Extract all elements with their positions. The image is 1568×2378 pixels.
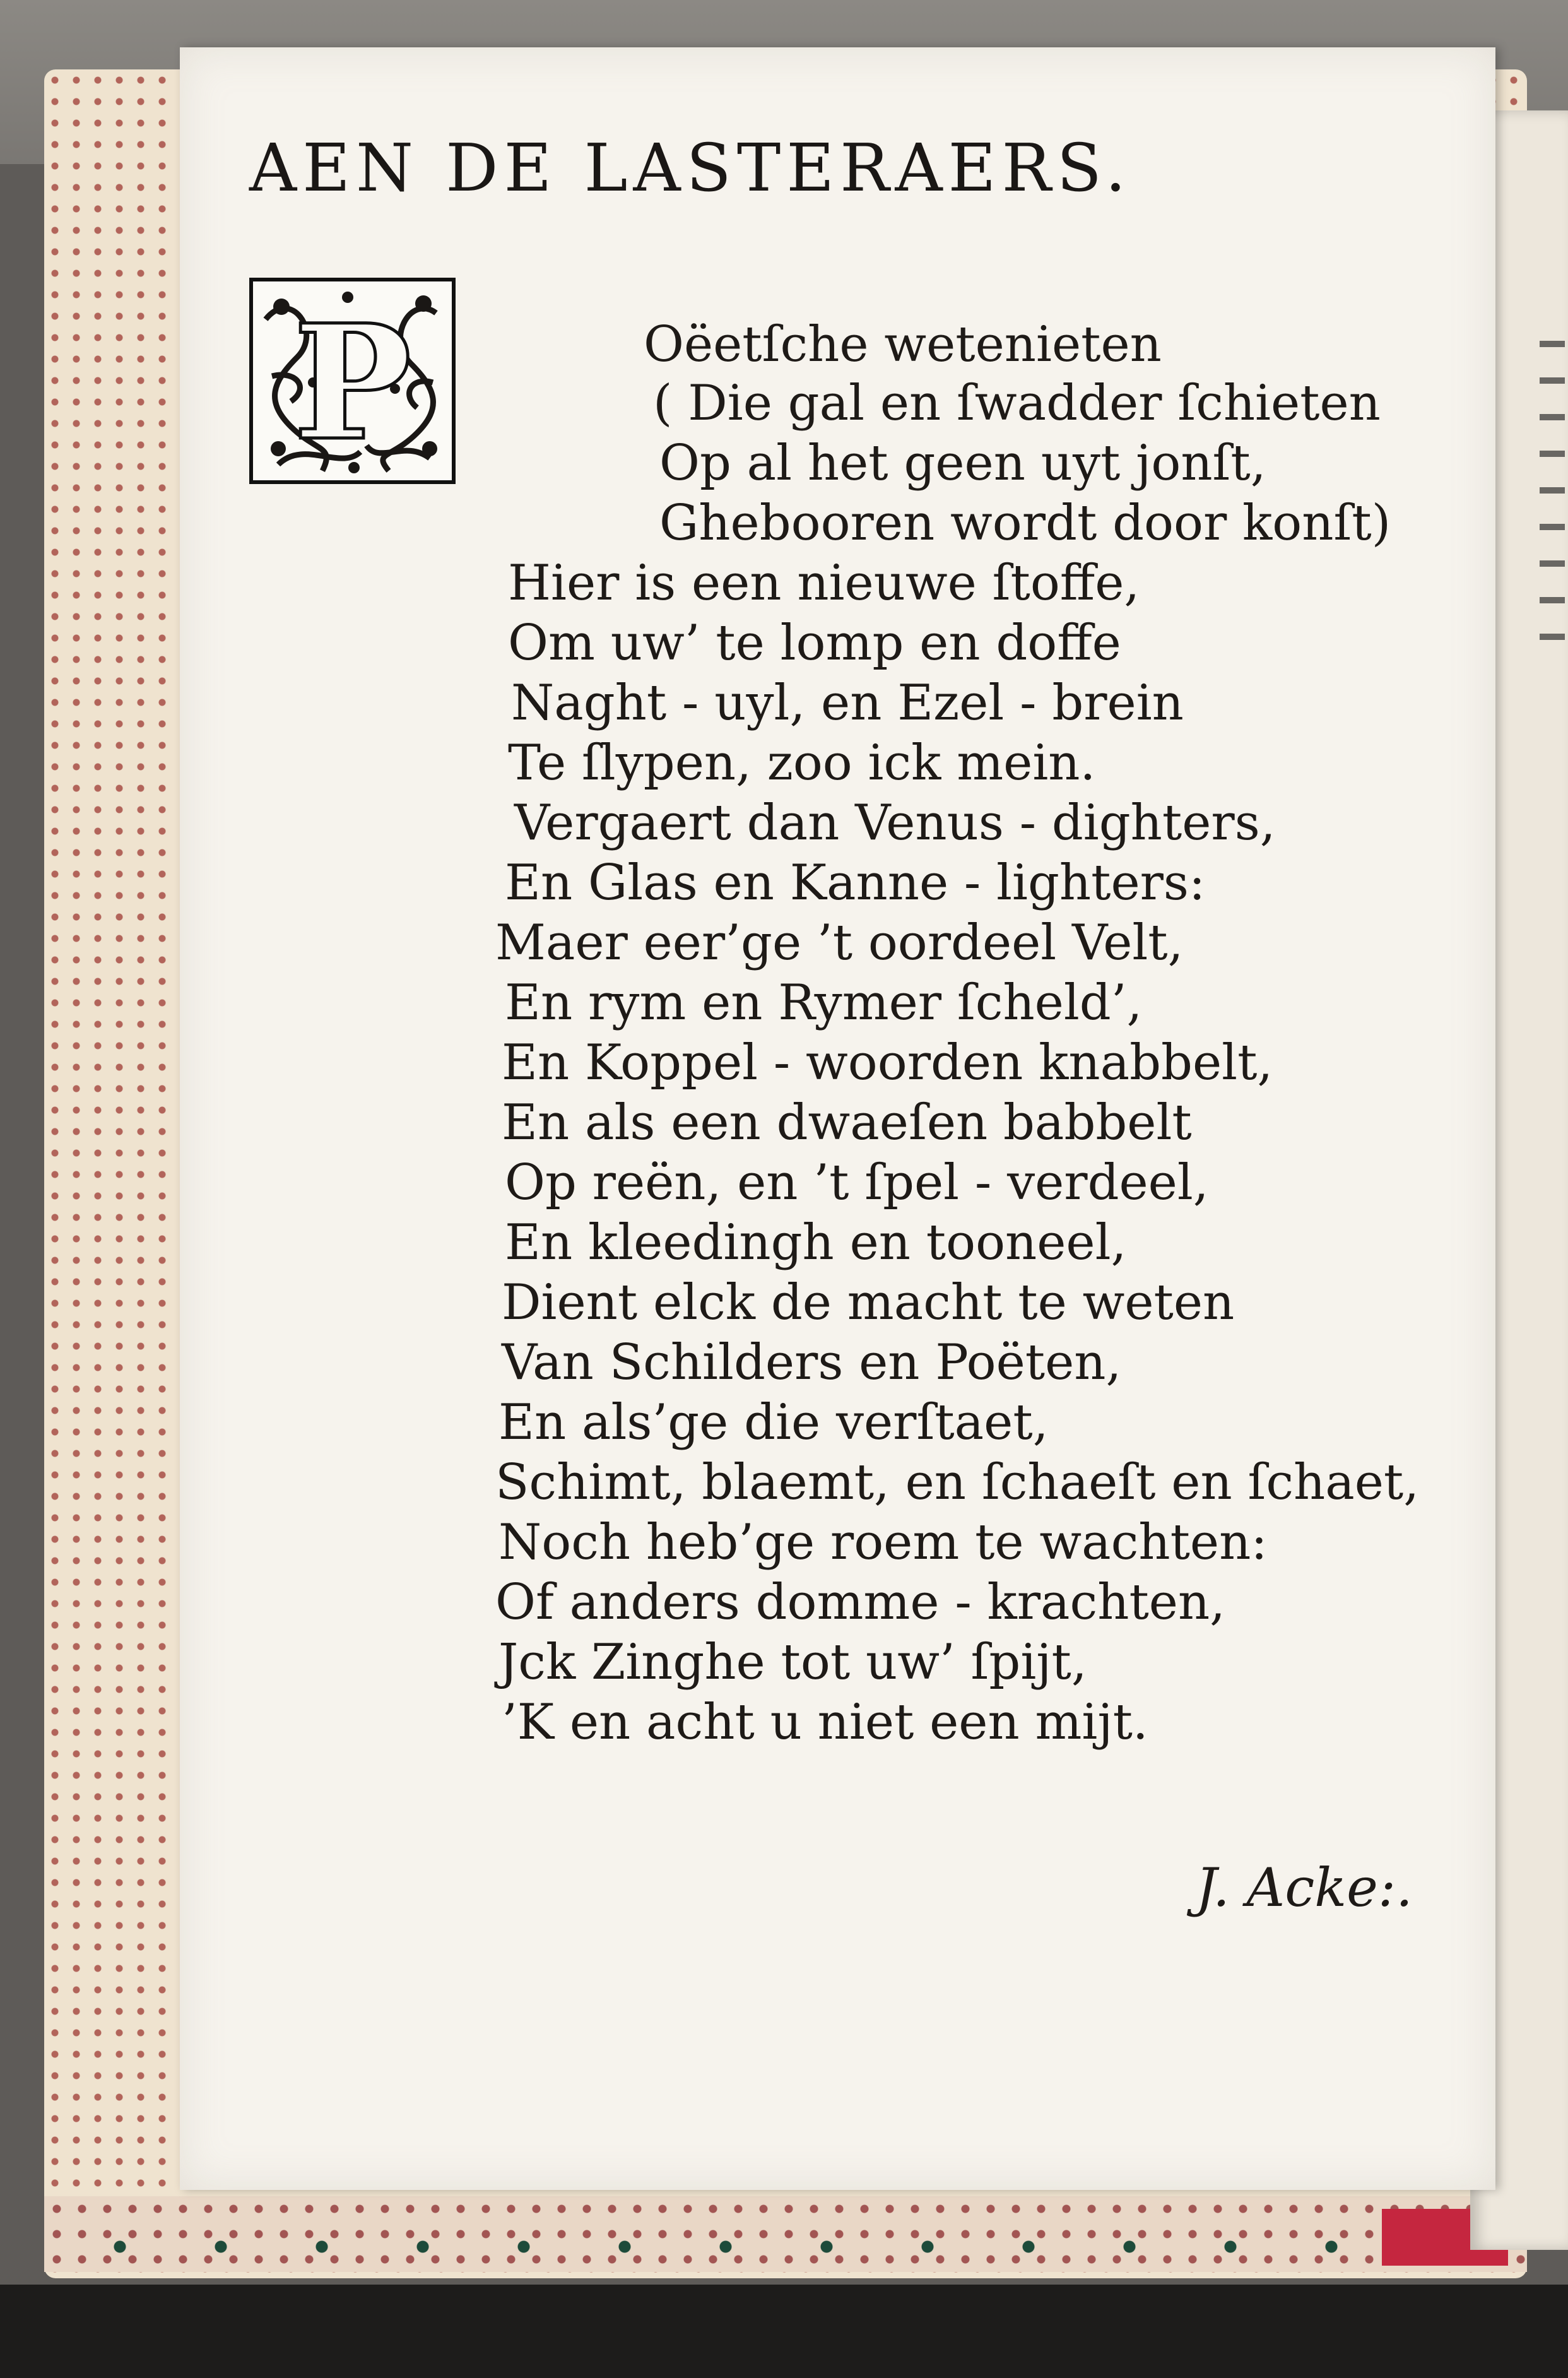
poem-line: Hier is een nieuwe ſtoffe, <box>508 555 1140 612</box>
poem-line: Te ſlypen, zoo ick mein. <box>508 735 1096 791</box>
poem-line: Op al het geen uyt jonſt, <box>659 435 1266 492</box>
poem-line: ’K en acht u niet een mijt. <box>502 1694 1148 1751</box>
signature: J. Acke:. <box>1196 1857 1413 1919</box>
poem-line: Op reën, en ’t ſpel - verdeel, <box>505 1154 1209 1211</box>
poem-line: Vergaert dan Venus - dighters, <box>514 795 1276 851</box>
poem-line: En kleedingh en tooneel, <box>505 1214 1127 1271</box>
poem-line: Schimt, blaemt, en ſchaeſt en ſchaet, <box>495 1454 1420 1511</box>
page-title: AEN DE LASTERAERS. <box>249 129 1132 206</box>
poem-line: En Koppel - woorden knabbelt, <box>502 1034 1273 1091</box>
poem-line: Van Schilders en Poëten, <box>502 1334 1122 1391</box>
poem-line: Jck Zinghe tot uw’ ſpijt, <box>498 1634 1087 1691</box>
poem-line: En als een dwaeſen babbelt <box>502 1094 1192 1151</box>
poem-line: En rym en Rymer ſcheld’, <box>505 974 1143 1031</box>
poem-line: Dient elck de macht te weten <box>502 1274 1235 1331</box>
poem-line: Naght - uyl, en Ezel - brein <box>511 675 1184 731</box>
poem-line: Ghebooren wordt door konſt) <box>659 495 1391 552</box>
poem-line: En Glas en Kanne - lighters: <box>505 855 1206 911</box>
dropcap-letter: P <box>293 290 412 475</box>
poem-line: Oëetſche wetenieten <box>644 316 1162 373</box>
poem-line: ( Die gal en ſwadder ſchieten <box>653 375 1381 432</box>
poem-line: Om uw’ te lomp en doffe <box>508 615 1121 671</box>
poem-line: Noch heb’ge roem te wachten: <box>498 1514 1268 1571</box>
poem-line: En als’ge die verſtaet, <box>498 1394 1049 1451</box>
poem-line: Of anders domme - krachten, <box>495 1574 1225 1631</box>
poem-line: Maer eer’ge ’t oordeel Velt, <box>495 914 1184 971</box>
